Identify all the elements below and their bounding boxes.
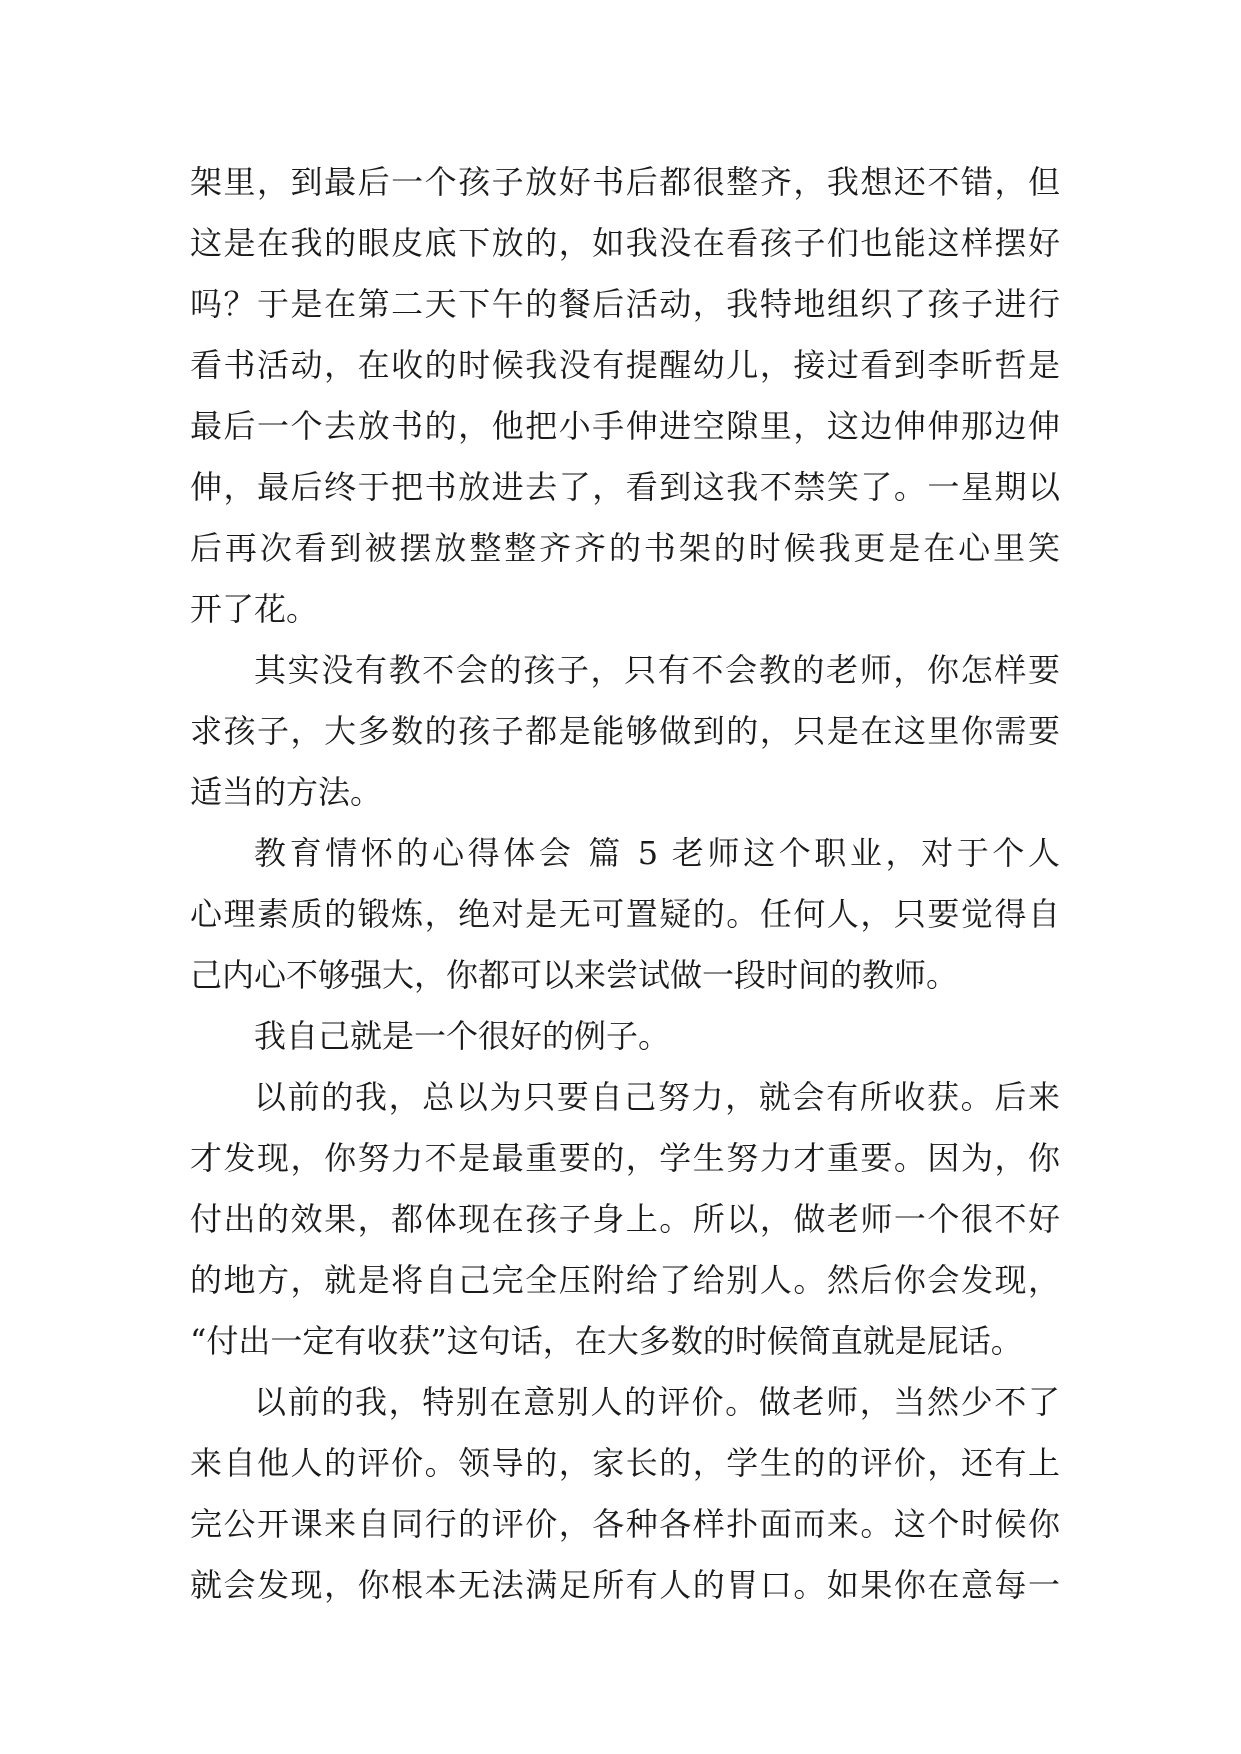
text-line: 看书活动，在收的时候我没有提醒幼儿，接过看到李昕哲是 — [190, 346, 1060, 384]
text-line: “付出一定有收获”这句话，在大多数的时候简直就是屁话。 — [190, 1322, 1023, 1360]
text-line: 以前的我，特别在意别人的评价。做老师，当然少不了 — [254, 1383, 1060, 1421]
text-line: 的地方，就是将自己完全压附给了给别人。然后你会发现， — [190, 1261, 1060, 1299]
document-body — [190, 152, 1060, 1616]
text-line: 心理素质的锻炼，绝对是无可置疑的。任何人，只要觉得自 — [190, 895, 1060, 933]
text-line: 求孩子，大多数的孩子都是能够做到的，只是在这里你需要 — [190, 712, 1060, 750]
text-line: 我自己就是一个很好的例子。 — [254, 1017, 671, 1055]
text-line: 后再次看到被摆放整整齐齐的书架的时候我更是在心里笑 — [190, 529, 1060, 567]
text-line: 付出的效果，都体现在孩子身上。所以，做老师一个很不好 — [190, 1200, 1060, 1238]
text-line: 适当的方法。 — [190, 773, 383, 811]
text-line: 就会发现，你根本无法满足所有人的胃口。如果你在意每一 — [190, 1566, 1060, 1604]
text-line: 这是在我的眼皮底下放的，如我没在看孩子们也能这样摆好 — [190, 224, 1060, 262]
text-line: 完公开课来自同行的评价，各种各样扑面而来。这个时候你 — [190, 1505, 1060, 1543]
text-line: 来自他人的评价。领导的，家长的，学生的的评价，还有上 — [190, 1444, 1060, 1482]
text-line: 教育情怀的心得体会 篇 5 老师这个职业，对于个人 — [254, 834, 1060, 872]
text-line: 其实没有教不会的孩子，只有不会教的老师，你怎样要 — [254, 651, 1060, 689]
text-line: 吗？于是在第二天下午的餐后活动，我特地组织了孩子进行 — [190, 285, 1060, 323]
text-line: 架里，到最后一个孩子放好书后都很整齐，我想还不错，但 — [190, 163, 1060, 201]
text-line: 才发现，你努力不是最重要的，学生努力才重要。因为，你 — [190, 1139, 1060, 1177]
text-line: 伸，最后终于把书放进去了，看到这我不禁笑了。一星期以 — [190, 468, 1060, 506]
text-line: 最后一个去放书的，他把小手伸进空隙里，这边伸伸那边伸 — [190, 407, 1060, 445]
text-line: 己内心不够强大，你都可以来尝试做一段时间的教师。 — [190, 956, 959, 994]
text-line: 以前的我，总以为只要自己努力，就会有所收获。后来 — [254, 1078, 1060, 1116]
text-line: 开了花。 — [190, 590, 319, 628]
